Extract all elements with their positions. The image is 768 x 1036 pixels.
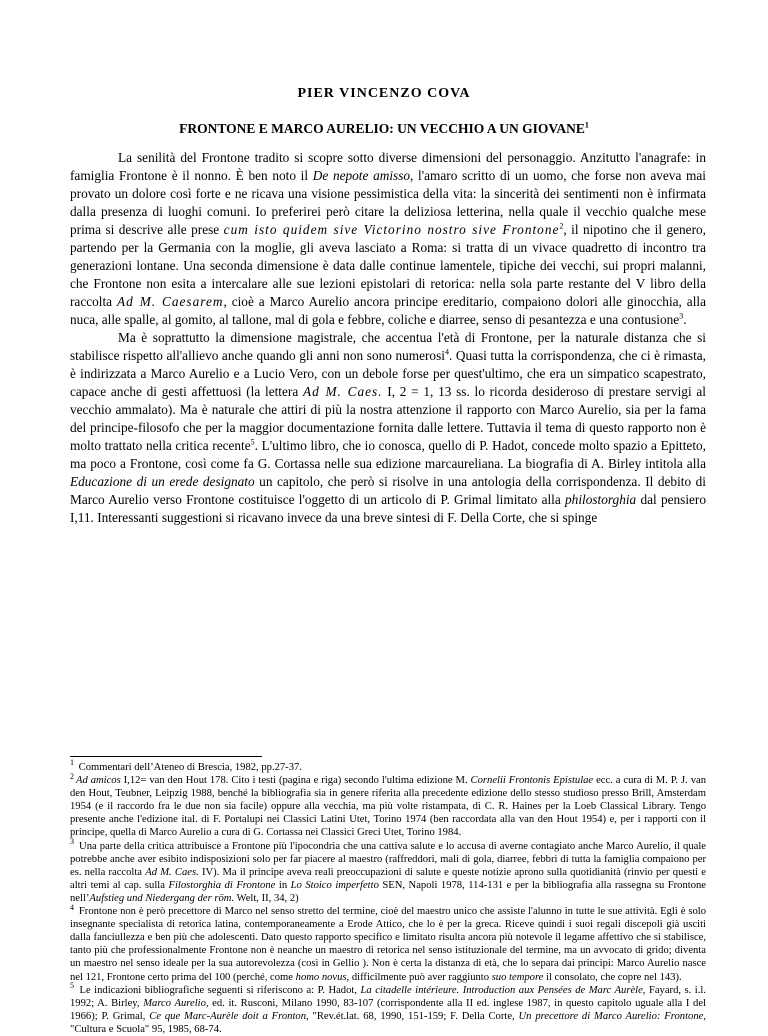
paragraph-1: La senilità del Frontone tradito si scopre sotto diverse dimensioni del personaggio. Anzitutto l'anagrafe: in famiglia Frontone è il nonno. È ben noto il De nepote amisso, l'amaro scritto di un uomo, che forse non aveva mai provato un dolore così forte e ne ricava una visione pessimistica della vita: la sincerità dei sentimenti non è infirmata dalla presenza di luoghi comuni. Io preferirei però citare la deliziosa letterina, nella quale il vecchio qualche mese prima si descrive alle prese cum isto quidem sive Victorino nostro sive Frontone$^2$, il nipotino che il genero, partendo per la Germania con la moglie, gli aveva lasciato a Roma: si tratta di un vivace quadretto di incontro tra generazioni lontane. Una seconda dimensione è data dalle continue lamentele, tipiche dei vecchi, sui propri malanni, che Frontone non esita a intercalare alle sue lezioni epistolari di retorica: nella sola parte restante del V libro della raccolta Ad M. Caesarem, cioè a Marco Aurelio ancora principe ereditario, compaiono dolori alle ginocchia, alla nuca, alle spalle, al gomito, al tallone, mal di gola e febbre, coliche e diarree, senso di pesantezza e una contusione$^3$. — [70, 150, 706, 327]
footnote-5: $^5$ Le indicazioni bibliografiche seguenti si riferiscono a: P. Hadot, La citadelle intérieure. Introduction aux Pensées de Marc Aurèle, Fayard, s. i.l. 1992; A. Birley, Marco Aurelio, ed. it. Rusconi, Milano 1990, 83-107 (corrispondente alla II ed. inglese 1987, in questo capitolo uguale alla I del 1966); P. Grimal, Ce que Marc-Aurèle doit a Fronton, "Rev.ét.lat. 68, 1990, 151-159; F. Della Corte, Un precettore di Marco Aurelio: Frontone, "Cultura e Scuola" 95, 1985, 68-74. — [70, 981, 706, 1035]
chapter-title: Educazione di un erede designato — [70, 474, 255, 489]
footnote-ref-3: 3 — [679, 311, 684, 321]
footnote-4: $^4$ Frontone non è però precettore di Marco nel senso stretto del termine, cioè del maestro unico che assiste l'alunno in tutte le sue attività. Egli è solo insegnante specialista di retorica latina, contemporaneamente a Erode Attico, che lo è per la greca. Riceve quindi i suoi regali discepoli già usciti dalla fanciullezza e ben più che adolescenti. Dato questo rapporto specifico e limitato risulta ancora più notevole il legame affettivo che si stabilisce, tanto più che professionalmente Frontone non è neanche un maestro di retorica nel senso istituzionale del termine, ma un avvocato di grido; diventa un maestro nel senso ideale per la sua autorevolezza (così in Gellio ). Non è certa la distanza di età, che lo separa dai principi: Marco Aurelio nasce nel 121, Frontone certo prima del 100 (perché, come homo novus, difficilmente può aver raggiunto suo tempore il consolato, che copre nel 143). — [70, 902, 706, 983]
footnote-3: $^3$ Una parte della critica attribuisce a Frontone più l'ipocondria che una cattiva salute e lo accusa di averne contagiato anche Marco Aurelio, il quale potrebbe anche aver esibito indisposizioni solo per far piacere al maestro (raffreddori, mali di gola, diarree, febbri di tutta la famiglia compaiono per es. nella raccolta Ad M. Caes. IV). Ma il principe aveva reali preoccupazioni di salute e queste notizie aprono sulla quotidianità (rinvio per questi e altri temi al cap. sulla Filostorghia di Frontone in Lo Stoico imperfetto SEN, Napoli 1978, 114-131 e per la bibliografia alla rassegna su Frontone nell’Aufstieg und Niedergang der röm. Welt, II, 34, 2) — [70, 837, 707, 904]
latin-quote: cum isto quidem sive Victorino nostro sive Frontone — [223, 222, 560, 237]
footnote-ref-1: 1 — [584, 120, 589, 130]
footnote-2: $^2$ Ad amicos I,12= van den Hout 178. Cito i testi (pagina e riga) secondo l'ultima edizione M. Cornelii Frontonis Epistulae ecc. a cura di M. P. J. van den Hout, Teubner, Leipzig 1988, benché la bibliografia sia in genere riferita alla precedente edizione dello stesso studioso presso Brill, Amsterdam 1954 (e il raccordo fra le due non sia facile) oppure alla vecchia, ma più volte ristampata, di C. R. Haines per la Loeb Classical Library. Tengo presente anche l'edizione ital. di F. Portalupi nei Classici Latini Utet, Torino 1974 (ben raccordata alla van den Hout 1954) e, per i rapporti con il principe, quella di Marco Aurelio a cura di G. Cortassa nei Classici Greci Utet, Torino 1984. — [70, 771, 706, 839]
footnote-ref-5: 5 — [250, 437, 255, 447]
article-title — [0, 121, 768, 137]
footnote-ref-4: 4 — [444, 347, 449, 357]
work-title: Ad M. Caes. — [302, 384, 383, 399]
footnotes — [70, 758, 707, 1036]
footnote-separator — [70, 756, 262, 757]
footnote-1: $^1$ Commentari dell’Ateneo di Brescia, 1982, pp.27-37. — [70, 758, 302, 773]
footnote-ref-2: 2 — [559, 221, 564, 231]
body-text — [70, 149, 706, 527]
greek-term: philostorghia — [565, 492, 637, 507]
paragraph-2: Ma è soprattutto la dimensione magistrale, che accentua l'età di Frontone, per la naturale distanza che si stabilisce rispetto all'allievo anche quando gli anni non sono numerosi$^4$. Quasi tutta la corrispondenza, che ci è rimasta, è indirizzata a Marco Aurelio e a Lucio Vero, con un debole forse per quest'ultimo, che era un simpatico scapestrato, capace anche di gesti affettuosi (la lettera Ad M. Caes. I, 2 = 1, 13 ss. lo ricorda desideroso di prestare servigi al vecchio ammalato). Ma è naturale che attiri di più la nostra attenzione il rapporto con Marco Aurelio, sia per la fama del principe-filosofo che per la maggior documentazione fornita dalle lettere. Tuttavia il tema di questo rapporto non è molto trattato nella critica recente$^5$. L'ultimo libro, che io conosca, quello di P. Hadot, concede molto spazio a Epitteto, ma poco a Frontone, così come fa G. Cortassa nelle sua edizione marcaureliana. La biografia di A. Birley intitola alla Educazione di un erede designato un capitolo, che però si risolve in una antologia della corrispondenza. Il debito di Marco Aurelio verso Frontone costituisce l'oggetto di un articolo di P. Grimal limitato alla philostorghia dal pensiero I,11. Interessanti suggestioni si ricavano invece da una breve sintesi di F. Della Corte, che si spinge — [70, 330, 706, 525]
title-text: FRONTONE E MARCO AURELIO: UN VECCHIO A UN GIOVANE — [179, 121, 585, 136]
author-name: PIER VINCENZO COVA — [297, 86, 471, 101]
work-title: De nepote amisso — [312, 168, 411, 183]
work-title: Ad M. Caesarem — [117, 294, 224, 309]
